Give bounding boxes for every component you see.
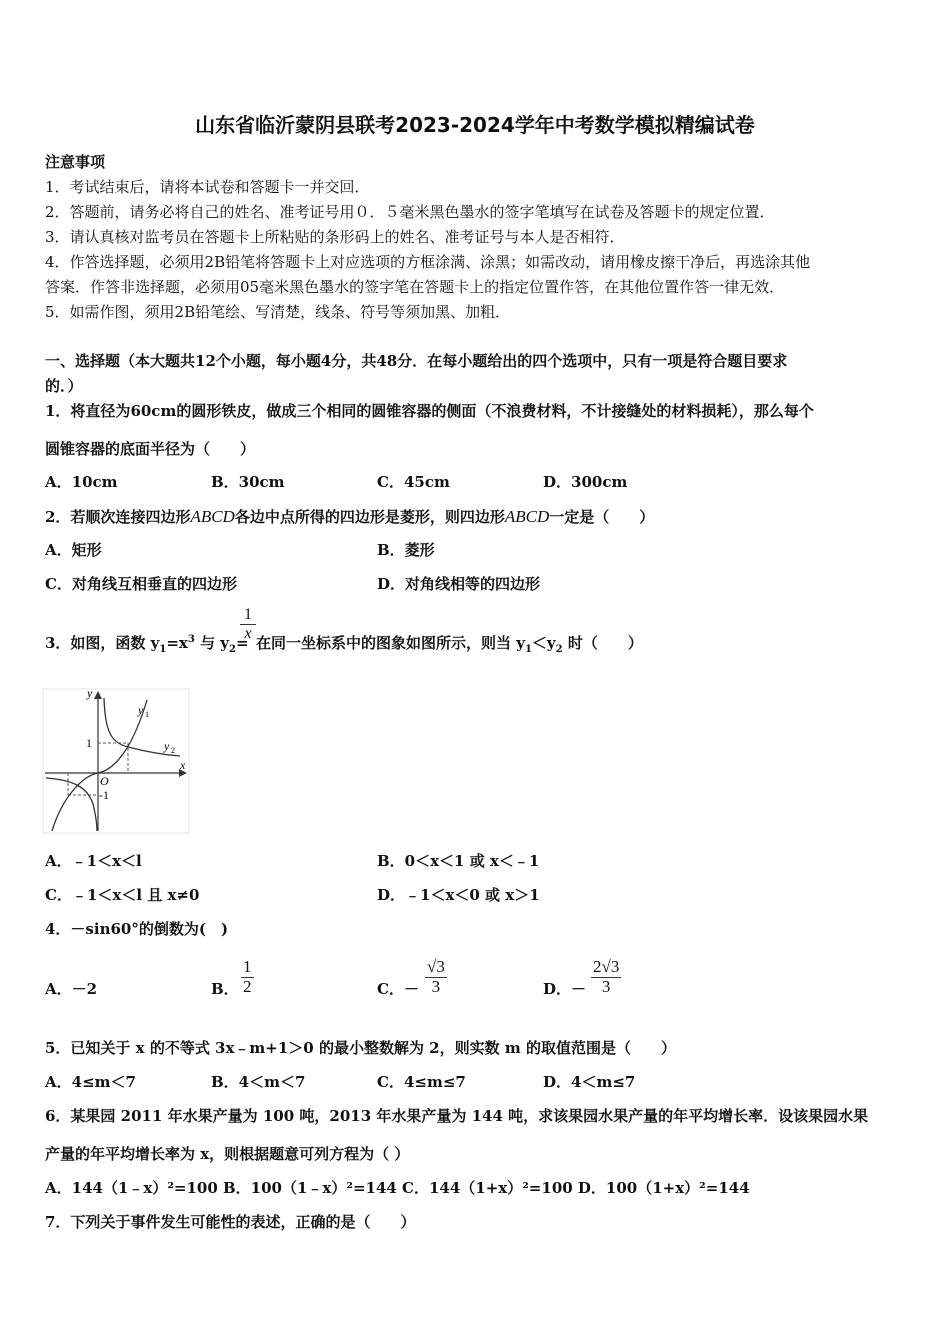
question-3-stem: 3．如图，函数 $y_1=x^3$ 与 $y_2=$ xyxy=(45,634,249,655)
question-4-option-a: A．－2 xyxy=(45,980,98,998)
question-4-option-c-frac: $\frac{√3}{3}$ xyxy=(427,957,445,996)
notice-item-2: 2．答题前，请务必将自己的姓名、准考证号用０．５毫米黑色墨水的签字笔填写在试卷及答题卡的规定位置． xyxy=(45,203,775,221)
question-2-option-d: D．对角线相等的四边形 xyxy=(377,575,541,593)
question-4-option-d-label: D．－ xyxy=(543,980,587,998)
quad-abcd: ABCD xyxy=(190,507,235,526)
notice-item-3: 3．请认真核对监考员在答题卡上所粘贴的条形码上的姓名、准考证号与本人是否相符． xyxy=(45,228,625,246)
q3-graph xyxy=(42,688,192,836)
question-4-option-d-frac: $\frac{2√3}{3}$ xyxy=(593,957,620,996)
question-3-option-b: B．0＜x＜1 或 x＜﹣1 xyxy=(377,852,540,870)
y-axis-arrow xyxy=(94,691,102,699)
question-5-option-a: A．4≤m＜7 xyxy=(45,1073,136,1091)
question-3-stem-end: 在同一坐标系中的图象如图所示，则当 $y_1<y_2$ 时（ ） xyxy=(256,634,643,655)
question-3-option-d: D．﹣1＜x＜0 或 x＞1 xyxy=(377,886,540,904)
question-2-option-a: A．矩形 xyxy=(45,541,102,559)
question-4-option-b-label: B． xyxy=(211,980,239,998)
question-3-option-c: C．﹣1＜x＜l 且 x≠0 xyxy=(45,886,200,904)
y-axis-label: y xyxy=(87,688,93,700)
question-2-stem: 2．若顺次连接四边形ABCD各边中点所得的四边形是菱形，则四边形ABCD一定是（ ） xyxy=(45,507,655,526)
question-5-stem: 5．已知关于 x 的不等式 3x﹣m+1＞0 的最小整数解为 2，则实数 m 的取值范围是（ ） xyxy=(45,1039,676,1057)
question-3-option-a: A．﹣1＜x＜l xyxy=(45,852,142,870)
question-2-option-c: C．对角线互相垂直的四边形 xyxy=(45,575,237,593)
question-4-option-b-frac: $\frac{1}{2}$ xyxy=(243,957,252,996)
question-4-stem: 4．－sin60°的倒数为( ) xyxy=(45,920,229,938)
notice-item-1: 1．考试结束后，请将本试卷和答题卡一并交回． xyxy=(45,178,370,196)
page-title: 山东省临沂蒙阴县联考2023-2024学年中考数学模拟精编试卷 xyxy=(195,113,755,137)
y2-sub: 2 xyxy=(171,746,175,755)
question-1-stem-cont: 圆锥容器的底面半径为（ ） xyxy=(45,440,256,458)
y2-label: y xyxy=(164,739,170,753)
section-heading: 一、选择题（本大题共12个小题，每小题4分，共48分．在每小题给出的四个选项中，只有一项是符合题目要求 xyxy=(45,352,788,370)
y1-label: y xyxy=(138,703,144,717)
question-1-stem: 1．将直径为60cm的圆形铁皮，做成三个相同的圆锥容器的侧面（不浪费材料，不计接缝处的材料损耗），那么每个 xyxy=(45,402,814,420)
question-6-options: A．144（1﹣x）²=100 B．100（1﹣x）²=144 C．144（1+x）²=100 D．100（1+x）²=144 xyxy=(45,1179,750,1197)
question-5-option-b: B．4＜m＜7 xyxy=(211,1073,306,1091)
origin-label: O xyxy=(100,774,109,788)
question-6-stem-cont: 产量的年平均增长率为 x，则根据题意可列方程为（ ） xyxy=(45,1145,410,1163)
question-1-option-d: D．300cm xyxy=(543,473,628,491)
question-4-option-c-label: C．－ xyxy=(377,980,419,998)
question-2-option-b: B．菱形 xyxy=(377,541,435,559)
question-5-option-c: C．4≤m≤7 xyxy=(377,1073,466,1091)
graph-frame xyxy=(43,689,189,833)
y1-sub: 1 xyxy=(145,710,149,719)
notice-item-4-cont: 答案．作答非选择题，必须用05毫米黑色墨水的签字笔在答题卡上的指定位置作答，在其他位置作答一律无效． xyxy=(45,278,785,296)
x-axis-label: x xyxy=(180,758,186,772)
section-heading-cont: 的．） xyxy=(45,377,83,395)
curve-y2-negative xyxy=(46,778,97,831)
q3-frac: 1 x xyxy=(240,606,256,642)
question-6-stem: 6．某果园 2011 年水果产量为 100 吨，2013 年水果产量为 144 吨，求该果园水果产量的年平均增长率．设该果园水果 xyxy=(45,1107,869,1125)
notice-item-4: 4．作答选择题，必须用2B铅笔将答题卡上对应选项的方框涂满、涂黑；如需改动，请用橡皮擦干净后，再选涂其他 xyxy=(45,253,811,271)
question-7-stem: 7．下列关于事件发生可能性的表述，正确的是（ ） xyxy=(45,1213,416,1231)
question-5-option-d: D．4＜m≤7 xyxy=(543,1073,636,1091)
tick-neg-label: -1 xyxy=(99,788,109,802)
quad-abcd-2: ABCD xyxy=(504,507,550,526)
notice-heading: 注意事项 xyxy=(45,153,106,171)
question-1-option-a: A．10cm xyxy=(45,473,118,491)
tick-pos-label: 1 xyxy=(86,736,92,750)
question-1-option-c: C．45cm xyxy=(377,473,450,491)
curve-y1 xyxy=(52,700,147,831)
question-1-option-b: B．30cm xyxy=(211,473,285,491)
notice-item-5: 5．如需作图，须用2B铅笔绘、写清楚，线条、符号等须加黑、加粗． xyxy=(45,303,511,321)
